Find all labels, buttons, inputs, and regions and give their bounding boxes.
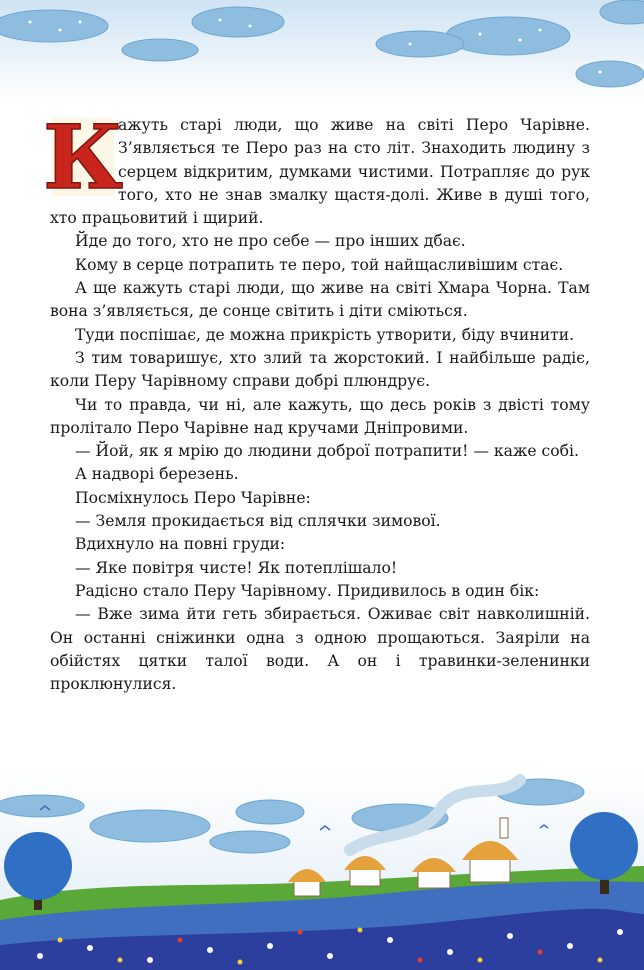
drop-cap bbox=[42, 105, 124, 209]
paragraph: Туди поспішає, де можна прикрість утворити, біду вчинити. bbox=[75, 325, 575, 344]
paragraph: Вдихнуло на повні груди: bbox=[75, 535, 286, 554]
paragraph: — Земля прокидається від сплячки зимової. bbox=[75, 512, 441, 531]
paragraph: Кому в серце потрапить те перо, той найщасливішим стає. bbox=[75, 255, 564, 274]
paragraph: — Яке повітря чисте! Як потеплішало! bbox=[75, 558, 398, 577]
paragraph: А ще кажуть старі люди, що живе на світі Хмара Чорна. Там вона з’являється, де сонце світить і діти сміються. bbox=[50, 279, 590, 321]
paragraph: З тим товаришує, хто злий та жорстокий. І найбільше радіє, коли Перу Чарівному справи добрі плюндрує. bbox=[50, 348, 590, 391]
first-paragraph bbox=[42, 105, 590, 230]
drop-cap-letter: К bbox=[42, 105, 124, 209]
paragraph: Радісно стало Перу Чарівному. Придивилось в один бік: bbox=[75, 581, 540, 600]
paragraph: — Вже зима йти геть збирається. Оживає світ навколишній. Он останні сніжинки одна з одною прощаються. Заяріли на обійстях цятки талої води. А он і травинки-зеленинки проклюнулися. bbox=[50, 605, 590, 694]
paragraph: Йде до того, хто не про себе — про інших дбає. bbox=[75, 232, 466, 251]
village-landscape-illustration bbox=[0, 770, 644, 970]
first-paragraph-text: ажуть старі люди, що живе на світі Перо Чарівне. З’являється те Перо раз на сто літ. Знаходить людину з серцем відкритим, думками чистими. Потрапляє до рук того, хто не знав змалку щастя-долі. Живе в душі того, хто працьовитий і щирий. bbox=[50, 116, 590, 228]
paragraph: Чи то правда, чи ні, але кажуть, що десь років з двісті тому пролітало Перо Чарівне над кручами Дніпровими. bbox=[50, 395, 590, 437]
paragraph: А надворі березень. bbox=[75, 465, 239, 484]
paragraph: — Йой, як я мрію до людини доброї потрапити! — каже собі. bbox=[75, 442, 579, 461]
sky-clouds-illustration bbox=[0, 0, 644, 100]
paragraph: Посміхнулось Перо Чарівне: bbox=[75, 488, 311, 507]
story-text bbox=[42, 105, 590, 696]
